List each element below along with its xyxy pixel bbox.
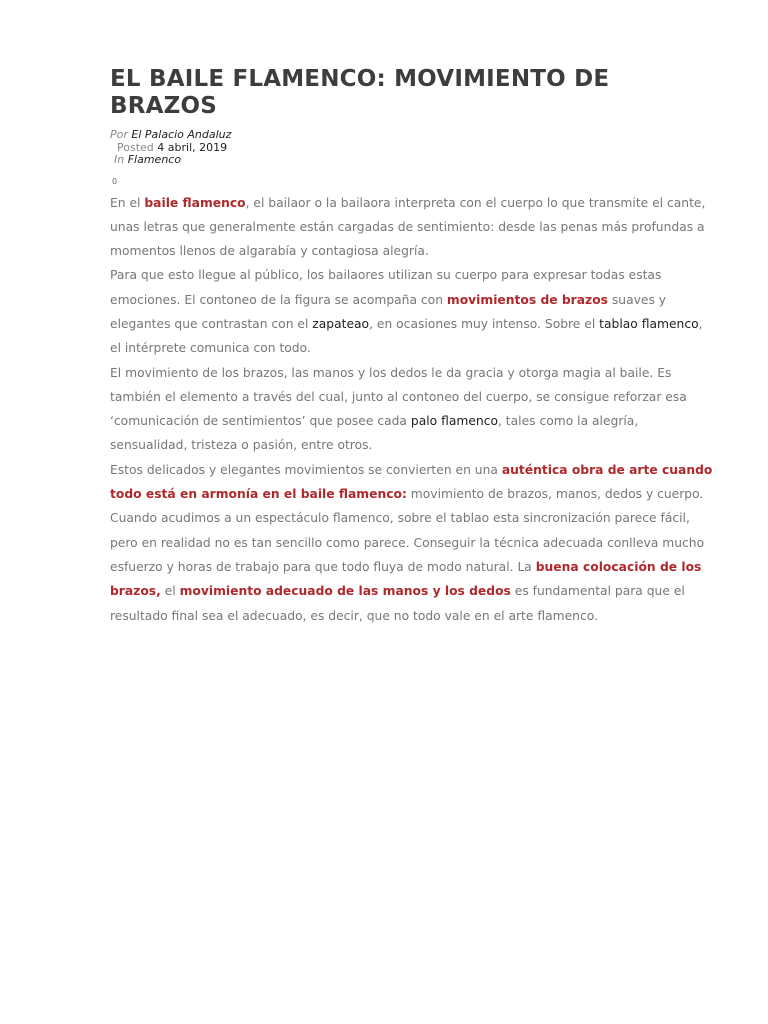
post-meta	[110, 129, 714, 167]
link-movimientos-de-brazos[interactable]: movimientos de brazos	[446, 292, 608, 307]
author-link[interactable]: El Palacio Andaluz	[131, 128, 232, 141]
meta-date-row	[110, 142, 714, 155]
comments-count[interactable]: 0	[112, 176, 118, 186]
text: En el	[110, 195, 145, 210]
text: El movimiento de los brazos, las manos y los dedos le da gracia y otorga magia al baile. Es también el elemento a través del cual, junto al contoneo del cuerpo, se consigue reforzar esa ‘comunicación de sentimientos’ que posee cada	[110, 365, 687, 429]
paragraph-3	[110, 361, 714, 458]
meta-posted-label: Posted	[117, 140, 154, 154]
text: suaves y elegantes que contrastan con el	[110, 292, 667, 331]
highlight-obra-de-arte: auténtica obra de arte cuando todo está en armonía en el baile flamenco:	[110, 462, 713, 502]
article-title: EL BAILE FLAMENCO: MOVIMIENTO DE BRAZOS	[110, 66, 610, 119]
post-date: 4 abril, 2019	[157, 140, 228, 154]
text: , tales como la alegría, sensualidad, tristeza o pasión, entre otros.	[110, 414, 639, 453]
text: , el bailaor o la bailaora interpreta con el cuerpo lo que transmite el cante, unas letras que generalmente están cargadas de sentimiento: desde las penas más profundas a momentos llenos de algarabía y contagiosa alegría.	[110, 195, 706, 259]
link-palo-flamenco[interactable]: palo flamenco	[410, 414, 498, 429]
text: movimiento de brazos, manos, dedos y cuerpo. Cuando acudimos a un espectáculo flamenco, sobre el tablao esta sincronización parece fácil, pero en realidad no es tan sencillo como parece. Conseguir la técnica adecuada conlleva mucho esfuerzo y horas de trabajo para que todo fluya de modo natural. La	[110, 487, 705, 574]
meta-by-label: Por	[110, 128, 128, 141]
text: , en ocasiones muy intenso. Sobre el	[369, 316, 600, 331]
text: Para que esto llegue al público, los bailaores utilizan su cuerpo para expresar todas estas emociones. El contoneo de la figura se acompaña con	[110, 268, 662, 307]
meta-in-label: In	[114, 153, 125, 166]
article-content	[110, 191, 714, 628]
meta-category-row	[110, 154, 714, 167]
article	[110, 66, 714, 628]
text: es fundamental para que el resultado final sea el adecuado, es decir, que no todo vale en el arte flamenco.	[110, 584, 685, 623]
text: el	[160, 584, 180, 599]
highlight-colocacion-brazos: buena colocación de los brazos,	[110, 559, 702, 599]
text: Estos delicados y elegantes movimientos se convierten en una	[110, 462, 502, 477]
text: , el intérprete comunica con todo.	[110, 316, 703, 356]
paragraph-1	[110, 191, 714, 264]
link-zapateao[interactable]: zapateao	[312, 316, 370, 331]
paragraph-2	[110, 263, 714, 360]
category-link[interactable]: Flamenco	[127, 153, 182, 166]
link-tablao-flamenco[interactable]: tablao flamenco	[599, 316, 699, 331]
link-baile-flamenco[interactable]: baile flamenco	[144, 195, 246, 210]
highlight-movimiento-manos-dedos: movimiento adecuado de las manos y los dedos	[179, 584, 511, 599]
paragraph-4	[110, 458, 714, 628]
